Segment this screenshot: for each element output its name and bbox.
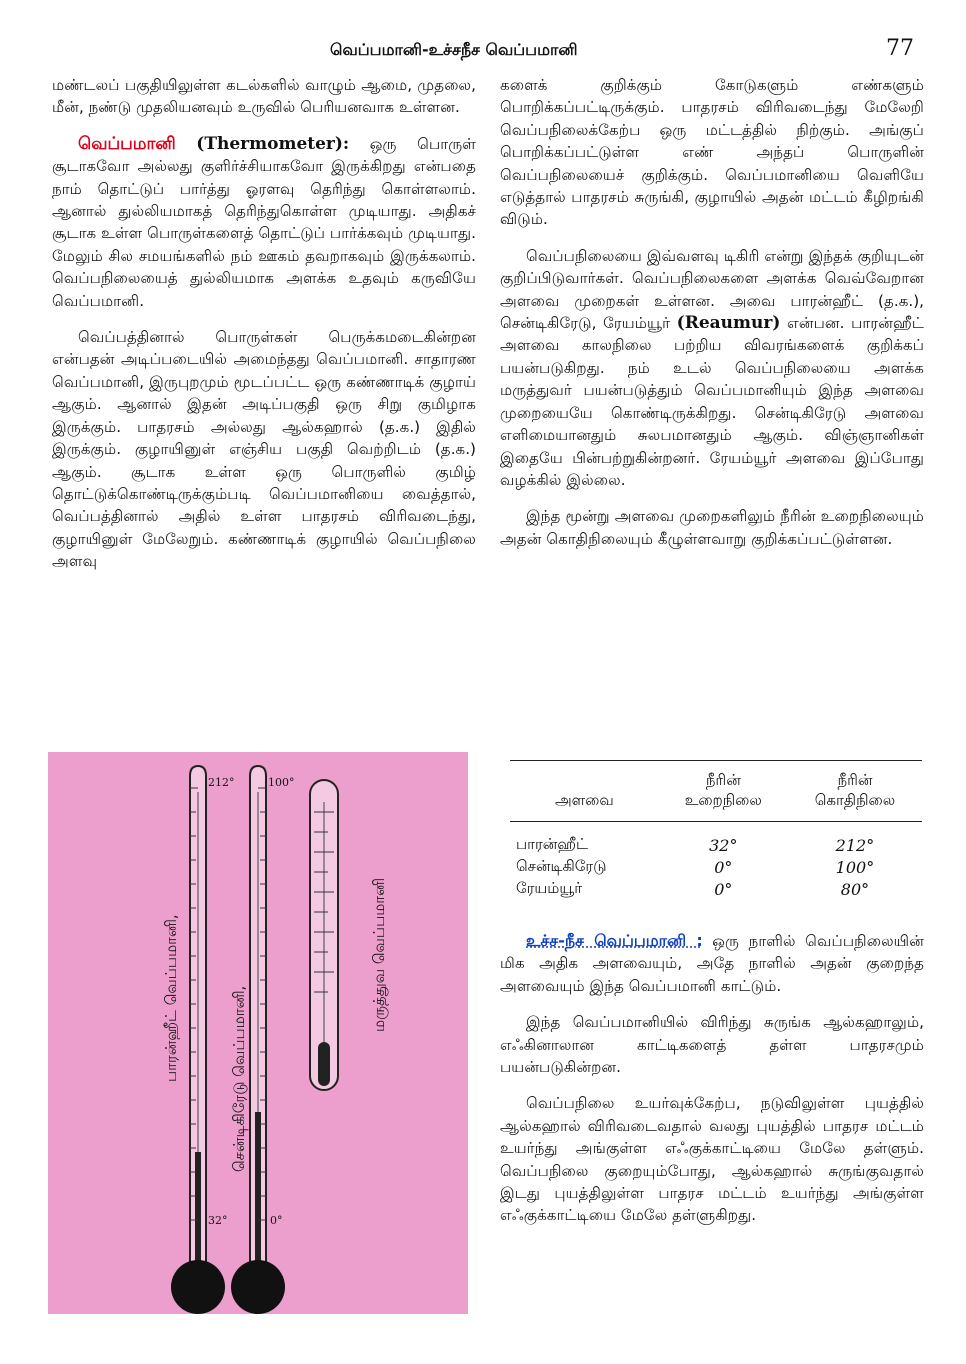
table-header [510,761,659,792]
freezing-point: 0° [714,857,733,877]
paragraph: இந்த மூன்று அளவை முறைகளிலும் நீரின் உறைநிலையும் அதன் கொதிநிலையும் கீழுள்ளவாறு குறிக்கப்பட்டுள்ளன. [500,507,924,548]
paragraph-max-min [500,930,924,997]
scales-table [510,760,922,900]
table-header-row [510,761,922,792]
paragraph-scales [500,245,924,491]
clinical-thermometer [310,780,388,1090]
boiling-point: 212° [835,835,875,855]
scale-name: சென்டிகிரேடு [516,857,607,875]
clinical-label: மருத்துவ வெப்பமானி [370,877,388,1032]
right-column-lower [500,930,924,1241]
scale-name: பாரன்ஹீட் [516,835,588,853]
boiling-point: 80° [840,879,870,899]
page-number: 77 [886,36,914,61]
table-header: நீரின் [788,761,922,792]
table-header: கொதிநிலை [788,791,922,822]
term-heading: உச்ச-நீச வெப்பமானி : [526,931,703,950]
paragraph-thermometer [52,133,476,312]
right-column [500,74,924,564]
english-term: (Thermometer): [196,133,350,154]
thermometer-illustration [48,752,468,1314]
table-row [510,822,922,857]
mark-100: 100° [268,776,295,789]
paragraph-text: என்பன. பாரன்ஹீட் அளவை காலநிலை பற்றிய விவரங்களைக் குறிக்கப் பயன்படுகிறது. நம் உடல் வெப்பநிலையை அளக்க மருத்துவர் பயன்படுத்தும் வெப்பமானியும் இந்த அளவை முறையையே கொண்டிருக்கிறது. சென்டிகிரேடு அளவை எளிமையானதும் சுலபமானதும் ஆகும். விஞ்ஞானிகள் இதையே பின்பற்றுகின்றனர். ரேயம்யூர் அளவை இப்போது வழக்கில் இல்லை. [500,314,924,489]
fahrenheit-label: பாரன்ஹீட் வெப்பமானி, [162,914,180,1082]
table-header: அளவை [510,791,659,822]
paragraph-text: ஒரு பொருள் சூடாகவோ அல்லது குளிர்ச்சியாகவோ இருக்கிறது என்பதை நாம் தொட்டுப் பார்த்து ஓரளவு தெரிந்து கொள்ளலாம். ஆனால் துல்லியமாகத் தெரிந்துகொள்ள முடியாது. அதிகச் சூடாக உள்ள பொருள்களைத் தொட்டுப் பார்க்கவும் முடியாது. மேலும் சில சமயங்களில் நம் ஊகம் தவறாகவும் இருக்கலாம். வெப்பநிலையைத் துல்லியமாக அளக்க உதவும் கருவியே வெப்பமானி. [52,134,477,310]
table-row [510,856,922,878]
table-header: நீரின் [659,761,788,792]
mark-32: 32° [208,1214,228,1227]
fahrenheit-thermometer [162,766,235,1314]
table-header-row [510,791,922,822]
freezing-point: 32° [709,835,738,855]
centigrade-thermometer [230,766,295,1314]
scale-name: ரேயம்யூர் [516,879,583,897]
paragraph-text: வெப்பநிலையை இவ்வளவு டிகிரி என்று இந்தக் குறியுடன் குறிப்பிடுவார்கள். வெப்பநிலைகளை அளக்க வெவ்வேறான அளவை முறைகள் உள்ளன. அவை பாரன்ஹீட் (த.க.), சென்டிகிரேடு, ரேயம்யூர் [500,246,924,333]
mark-212: 212° [208,776,235,789]
paragraph: வெப்பநிலை உயர்வுக்கேற்ப, நடுவிலுள்ள புயத்தில் ஆல்கஹால் விரிவடைவதால் வலது புயத்தில் பாதரச மட்டம் உயர்ந்து அங்குள்ள எஃகுக்காட்டியை மேலே தள்ளும். வெப்பநிலை குறையும்போது, ஆல்கஹால் சுருங்குவதால் இடது புயத்திலுள்ள பாதரச மட்டம் உயர்ந்து அங்குள்ள எஃகுக்காட்டியை மேலே தள்ளுகிறது. [500,1094,924,1225]
left-column [52,74,476,587]
boiling-point: 100° [835,857,875,877]
paragraph: களைக் குறிக்கும் கோடுகளும் எண்களும் பொறிக்கப்பட்டிருக்கும். பாதரசம் விரிவடைந்து மேலேறி வெப்பநிலைக்கேற்ப ஒரு மட்டத்தில் நிற்கும். அங்குப் பொறிக்கப்பட்டுள்ள எண் அந்தப் பொருளின் வெப்பநிலையைச் குறிக்கும். வெப்பமானியை வெளியே எடுத்தால் பாதரசம் சுருங்கி, குழாயில் அதன் மட்டம் கீழிறங்கி விடும். [500,76,924,229]
paragraph: மண்டலப் பகுதியிலுள்ள கடல்களில் வாழும் ஆமை, முதலை, மீன், நண்டு முதலியனவும் உருவில் பெரியனவாக உள்ளன. [52,76,476,117]
thermometer-figure [48,752,468,1314]
english-term: (Reaumur) [676,313,781,334]
table-header: உறைநிலை [659,791,788,822]
running-header [0,36,966,66]
table-row [510,878,922,900]
centigrade-label: சென்டிகிரேடு வெப்பமானி, [230,985,248,1172]
paragraph: இந்த வெப்பமானியில் விரிந்து சுருங்க ஆல்கஹாலும், எஃகினாலான காட்டிகளைத் தள்ள பாதரசமும் பயன்படுகின்றன. [500,1013,924,1077]
paragraph-text: ஒரு நாளில் வெப்பநிலையின் மிக அதிக அளவையும், அதே நாளில் அதன் குறைந்த அளவையும் இந்த வெப்பமானி காட்டும். [500,932,924,995]
mark-0: 0° [270,1214,283,1227]
freezing-point: 0° [714,879,733,899]
paragraph: வெப்பத்தினால் பொருள்கள் பெருக்கமடைகின்றன என்பதன் அடிப்படையில் அமைந்தது வெப்பமானி. சாதாரண வெப்பமானி, இருபுறமும் மூடப்பட்ட ஒரு கண்ணாடிக் குழாய் ஆகும். ஆனால் இதன் அடிப்பகுதி ஒரு சிறு குமிழாக இருக்கும். பாதரசம் அல்லது ஆல்கஹால் (த.க.) இதில் இருக்கும். குழாயினுள் எஞ்சிய பகுதி வெற்றிடம் (த.க.) ஆகும். சூடாக உள்ள ஒரு பொருளில் குமிழ் தொட்டுக்கொண்டிருக்கும்படி வெப்பமானியை வைத்தால், வெப்பத்தினால் அதில் உள்ள பாதரசம் விரிவடைந்து, குழாயினுள் மேலேறும். கண்ணாடிக் குழாயில் வெப்பநிலை அளவு [52,328,476,571]
page-title: வெப்பமானி-உச்சநீச வெப்பமானி [330,40,578,59]
term-heading: வெப்பமானி [78,133,176,154]
